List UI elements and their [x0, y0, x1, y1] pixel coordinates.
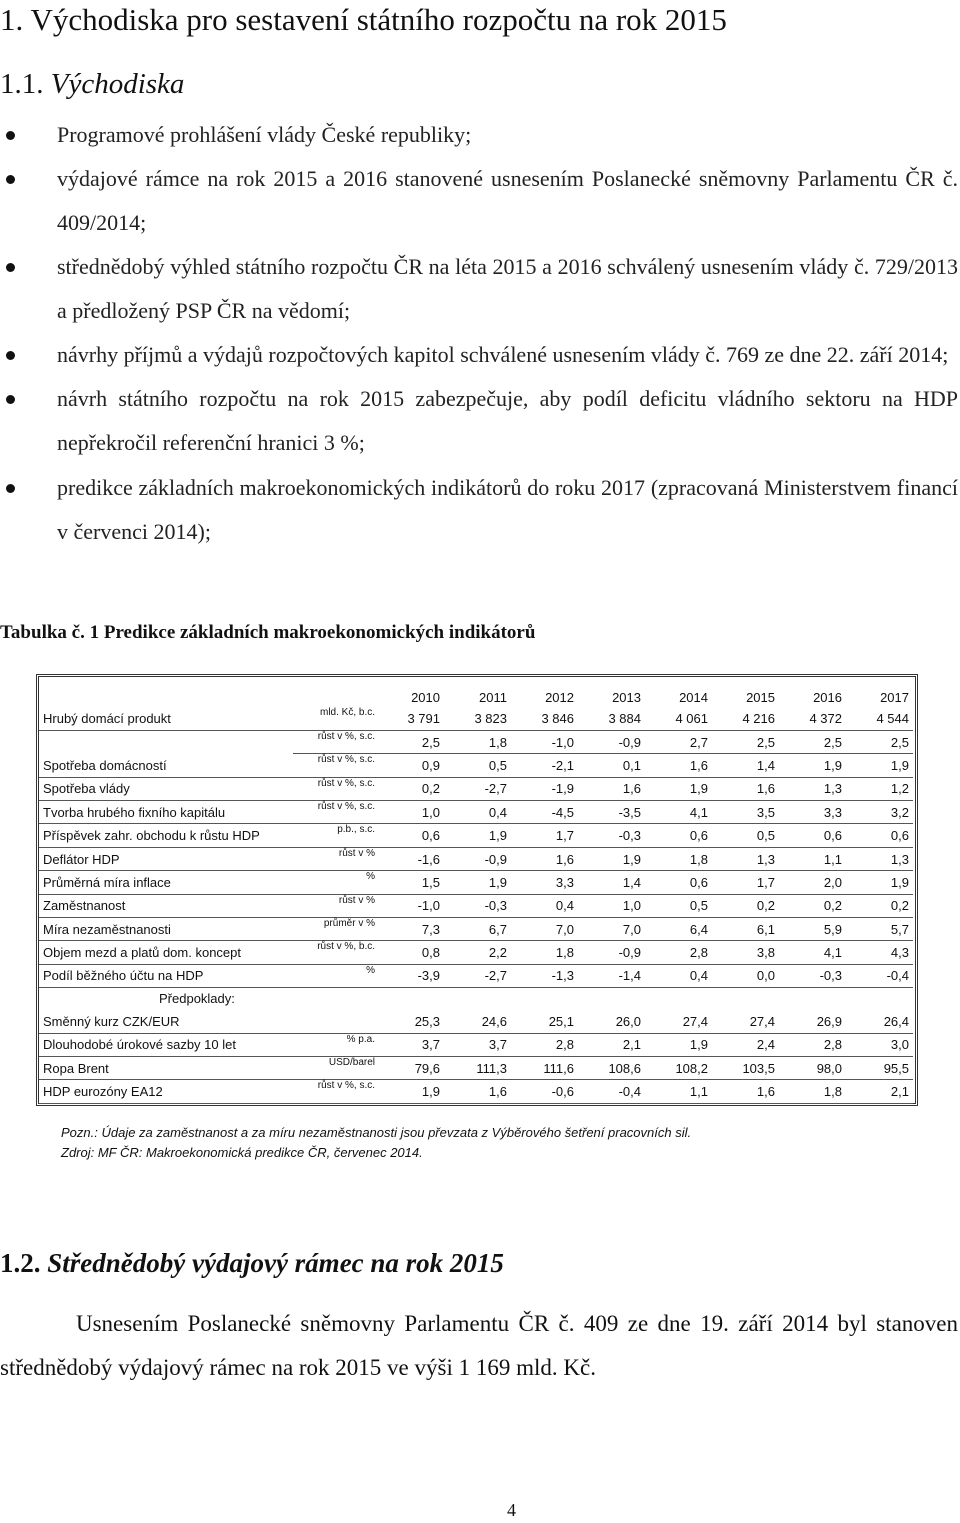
table-cell: -0,4 — [578, 1080, 645, 1103]
table-cell: -3,9 — [377, 964, 444, 987]
table-cell: 0,2 — [712, 894, 779, 917]
header-blank — [293, 677, 377, 707]
table-cell: 1,9 — [444, 824, 511, 847]
table-cell: 2,0 — [779, 871, 846, 894]
table-cell: -1,0 — [511, 730, 578, 753]
table-caption: Tabulka č. 1 Predikce základních makroekonomických indikátorů — [0, 622, 536, 643]
table-cell: 4,3 — [846, 941, 913, 964]
table-cell: 3,0 — [846, 1033, 913, 1056]
row-unit: růst v % — [293, 894, 377, 917]
table-cell: 1,9 — [779, 754, 846, 777]
row-label: Spotřeba domácností — [39, 754, 293, 777]
table-cell: 1,1 — [779, 847, 846, 870]
table-cell: 4,1 — [779, 941, 846, 964]
table-cell: 1,2 — [846, 777, 913, 800]
table-cell: 0,1 — [578, 754, 645, 777]
table-cell: 103,5 — [712, 1056, 779, 1079]
table-cell: 2,5 — [712, 730, 779, 753]
table-row — [39, 801, 913, 824]
table-cell: -2,1 — [511, 754, 578, 777]
section-number: 1.1. — [0, 68, 44, 100]
table-notes — [61, 1123, 691, 1163]
row-label: Míra nezaměstnanosti — [39, 918, 293, 941]
table-cell: 7,3 — [377, 918, 444, 941]
table-cell: 26,4 — [846, 1010, 913, 1033]
table-cell: -3,5 — [578, 801, 645, 824]
row-unit: růst v %, s.c. — [293, 730, 377, 753]
table-cell: 0,8 — [377, 941, 444, 964]
row-label: HDP eurozóny EA12 — [39, 1080, 293, 1103]
table-cell: 1,6 — [712, 777, 779, 800]
table-cell: 26,0 — [578, 1010, 645, 1033]
table-cell: 4 544 — [846, 707, 913, 730]
year-header: 2011 — [479, 690, 507, 705]
table-cell: 1,1 — [645, 1080, 712, 1103]
table-cell: 27,4 — [645, 1010, 712, 1033]
table-cell: 2,1 — [846, 1080, 913, 1103]
table-cell: -0,4 — [846, 964, 913, 987]
table-cell: 6,7 — [444, 918, 511, 941]
row-unit: růst v %, s.c. — [293, 801, 377, 824]
table-cell: 0,4 — [511, 894, 578, 917]
year-header: 2017 — [880, 690, 909, 705]
row-unit: růst v %, b.c. — [293, 941, 377, 964]
table-cell: 1,0 — [578, 894, 645, 917]
list-item: návrhy příjmů a výdajů rozpočtových kapitol schválené usnesením vlády č. 769 ze dne 22. září 2014; — [0, 333, 958, 377]
section-heading-1-1 — [0, 66, 184, 102]
table-cell: 3,5 — [712, 801, 779, 824]
table-cell: 4 061 — [645, 707, 712, 730]
row-unit: růst v %, s.c. — [293, 754, 377, 777]
table-cell: 1,8 — [444, 730, 511, 753]
note-text: Pozn.: Údaje za zaměstnanost a za míru nezaměstnanosti jsou převzata z Výběrového šetření pracovních sil. — [61, 1125, 692, 1140]
table-cell: -1,4 — [578, 964, 645, 987]
body-paragraph: Usnesením Poslanecké sněmovny Parlamentu ČR č. 409 ze dne 19. září 2014 byl stanoven střednědobý výdajový rámec na rok 2015 ve výši 1 169 mld. Kč. — [0, 1311, 958, 1380]
table-cell: 1,9 — [444, 871, 511, 894]
row-unit: % — [293, 964, 377, 987]
table-cell: 0,2 — [846, 894, 913, 917]
table-row — [39, 871, 913, 894]
table-cell: 1,6 — [511, 847, 578, 870]
row-label: Hrubý domácí produkt — [39, 707, 293, 730]
table-cell: 1,8 — [511, 941, 578, 964]
table-cell: -0,9 — [578, 941, 645, 964]
table-cell: 2,2 — [444, 941, 511, 964]
table-cell: 5,7 — [846, 918, 913, 941]
table-cell: 1,6 — [645, 754, 712, 777]
macro-indicators-table — [39, 677, 913, 1104]
page-title: 1. Východiska pro sestavení státního rozpočtu na rok 2015 — [0, 2, 727, 37]
table-cell: -1,3 — [511, 964, 578, 987]
table-cell: 1,6 — [444, 1080, 511, 1103]
table-cell: 3,7 — [444, 1033, 511, 1056]
table-cell: 6,1 — [712, 918, 779, 941]
row-unit: mld. Kč, b.c. — [293, 707, 377, 730]
list-item: střednědobý výhled státního rozpočtu ČR na léta 2015 a 2016 schválený usnesením vlády č. 729/2013 a předložený PSP ČR na vědomí; — [0, 245, 958, 333]
bullet-list — [0, 113, 958, 554]
table-cell: 0,6 — [377, 824, 444, 847]
table-cell: -1,6 — [377, 847, 444, 870]
table-cell: 1,8 — [779, 1080, 846, 1103]
table-cell: 1,3 — [779, 777, 846, 800]
table-row — [39, 1056, 913, 1079]
year-header: 2013 — [612, 690, 641, 705]
table-row — [39, 730, 913, 753]
table-row — [39, 941, 913, 964]
list-item: Programové prohlášení vlády České republiky; — [0, 113, 958, 157]
table-cell: 1,7 — [712, 871, 779, 894]
row-label: Průměrná míra inflace — [39, 871, 293, 894]
table-cell: 2,5 — [779, 730, 846, 753]
table-row — [39, 777, 913, 800]
table-cell: 2,7 — [645, 730, 712, 753]
table-cell: 1,4 — [578, 871, 645, 894]
year-header: 2010 — [411, 690, 440, 705]
table-body — [39, 677, 913, 1103]
table-cell: 25,3 — [377, 1010, 444, 1033]
assumptions-header-row — [39, 988, 913, 1010]
table-cell: 3,2 — [846, 801, 913, 824]
table-cell: 1,9 — [846, 754, 913, 777]
row-label: Dlouhodobé úrokové sazby 10 let — [39, 1033, 293, 1056]
table-cell: 2,8 — [511, 1033, 578, 1056]
table-cell: 0,6 — [846, 824, 913, 847]
row-label: Ropa Brent — [39, 1056, 293, 1079]
table-cell: 1,5 — [377, 871, 444, 894]
list-item: predikce základních makroekonomických indikátorů do roku 2017 (zpracovaná Ministerstvem financí v červenci 2014); — [0, 466, 958, 554]
table-cell: 0,4 — [444, 801, 511, 824]
table-cell: 0,6 — [645, 871, 712, 894]
year-header: 2012 — [545, 690, 574, 705]
table-row — [39, 754, 913, 777]
table-cell: 0,4 — [645, 964, 712, 987]
table-cell: 26,9 — [779, 1010, 846, 1033]
row-label: Příspěvek zahr. obchodu k růstu HDP — [39, 824, 293, 847]
table-cell: 3,3 — [511, 871, 578, 894]
table-cell: 3 884 — [578, 707, 645, 730]
table-cell: 4 216 — [712, 707, 779, 730]
table-cell: 2,4 — [712, 1033, 779, 1056]
section-title: Východiska — [50, 68, 185, 100]
table-row — [39, 707, 913, 730]
page-number: 4 — [507, 1500, 516, 1520]
year-header: 2015 — [746, 690, 775, 705]
table-cell: -0,3 — [578, 824, 645, 847]
table-cell: 7,0 — [511, 918, 578, 941]
table-cell: -0,9 — [444, 847, 511, 870]
row-unit: p.b., s.c. — [293, 824, 377, 847]
table-cell: 1,4 — [712, 754, 779, 777]
table-cell: 24,6 — [444, 1010, 511, 1033]
row-label: Podíl běžného účtu na HDP — [39, 964, 293, 987]
row-label: Zaměstnanost — [39, 894, 293, 917]
assumptions-label: Předpoklady: — [159, 991, 235, 1007]
table-row — [39, 1080, 913, 1103]
table-row — [39, 918, 913, 941]
table-cell: 1,3 — [846, 847, 913, 870]
table-cell: 0,2 — [779, 894, 846, 917]
table-cell: 108,6 — [578, 1056, 645, 1079]
table-cell: 1,8 — [645, 847, 712, 870]
table-cell: 2,5 — [377, 730, 444, 753]
table-cell: 1,6 — [712, 1080, 779, 1103]
table-row — [39, 824, 913, 847]
table-cell: 6,4 — [645, 918, 712, 941]
table-cell: 111,6 — [511, 1056, 578, 1079]
section-title: Střednědobý výdajový rámec na rok 2015 — [47, 1248, 504, 1278]
row-unit: % — [293, 871, 377, 894]
table-cell: 27,4 — [712, 1010, 779, 1033]
table-cell: 0,6 — [645, 824, 712, 847]
row-unit: růst v %, s.c. — [293, 777, 377, 800]
table-cell: -0,3 — [779, 964, 846, 987]
year-header-row — [39, 677, 913, 707]
row-label: Tvorba hrubého fixního kapitálu — [39, 801, 293, 824]
list-item: výdajové rámce na rok 2015 a 2016 stanovené usnesením Poslanecké sněmovny Parlamentu ČR č. 409/2014; — [0, 157, 958, 245]
table-cell: 0,5 — [645, 894, 712, 917]
section-number: 1.2. — [0, 1248, 41, 1278]
table-cell: 0,5 — [444, 754, 511, 777]
table-cell: 2,8 — [779, 1033, 846, 1056]
table-cell: 1,7 — [511, 824, 578, 847]
table-cell: 79,6 — [377, 1056, 444, 1079]
table-cell: 3 791 — [377, 707, 444, 730]
list-item: návrh státního rozpočtu na rok 2015 zabezpečuje, aby podíl deficitu vládního sektoru na HDP nepřekročil referenční hranici 3 %; — [0, 377, 958, 465]
table-cell: 0,5 — [712, 824, 779, 847]
row-unit: průměr v % — [293, 918, 377, 941]
table-cell: 3,3 — [779, 801, 846, 824]
table-cell: 2,8 — [645, 941, 712, 964]
table-cell: 0,9 — [377, 754, 444, 777]
table-cell: 1,3 — [712, 847, 779, 870]
section-heading-1-2 — [0, 1246, 504, 1280]
table-cell: 25,1 — [511, 1010, 578, 1033]
table-cell: 0,6 — [779, 824, 846, 847]
table-cell: -2,7 — [444, 964, 511, 987]
table-cell: -1,0 — [377, 894, 444, 917]
row-label: Směnný kurz CZK/EUR — [39, 1010, 293, 1033]
table-row — [39, 1010, 913, 1033]
source-text: Zdroj: MF ČR: Makroekonomická predikce ČR, červenec 2014. — [61, 1145, 423, 1160]
table-cell: 1,9 — [846, 871, 913, 894]
table-cell: 111,3 — [444, 1056, 511, 1079]
table-cell: 4,1 — [645, 801, 712, 824]
table-cell: 98,0 — [779, 1056, 846, 1079]
table-cell: -0,6 — [511, 1080, 578, 1103]
table-cell: -2,7 — [444, 777, 511, 800]
macro-table-frame — [36, 674, 918, 1106]
table-cell: 95,5 — [846, 1056, 913, 1079]
table-cell: 108,2 — [645, 1056, 712, 1079]
table-cell: 1,0 — [377, 801, 444, 824]
table-cell: -4,5 — [511, 801, 578, 824]
row-label — [39, 730, 293, 753]
row-unit: % p.a. — [293, 1033, 377, 1056]
table-cell: 4 372 — [779, 707, 846, 730]
table-cell: 3,7 — [377, 1033, 444, 1056]
table-cell: 1,9 — [645, 777, 712, 800]
table-cell: 0,0 — [712, 964, 779, 987]
table-row — [39, 1033, 913, 1056]
table-cell: 5,9 — [779, 918, 846, 941]
table-cell: 1,9 — [578, 847, 645, 870]
table-cell: -1,9 — [511, 777, 578, 800]
year-header: 2016 — [813, 690, 842, 705]
row-unit: růst v %, s.c. — [293, 1080, 377, 1103]
table-row — [39, 964, 913, 987]
table-cell: 1,9 — [645, 1033, 712, 1056]
row-unit: růst v % — [293, 847, 377, 870]
table-cell: 1,6 — [578, 777, 645, 800]
table-cell: 0,2 — [377, 777, 444, 800]
table-cell: -0,3 — [444, 894, 511, 917]
header-blank — [39, 677, 293, 707]
table-cell: 3 846 — [511, 707, 578, 730]
table-cell: -0,9 — [578, 730, 645, 753]
row-unit — [293, 1010, 377, 1033]
table-cell: 2,5 — [846, 730, 913, 753]
row-label: Spotřeba vlády — [39, 777, 293, 800]
table-cell: 3,8 — [712, 941, 779, 964]
row-unit: USD/barel — [293, 1056, 377, 1079]
table-cell: 2,1 — [578, 1033, 645, 1056]
row-label: Deflátor HDP — [39, 847, 293, 870]
table-cell: 1,9 — [377, 1080, 444, 1103]
table-cell: 7,0 — [578, 918, 645, 941]
table-cell: 3 823 — [444, 707, 511, 730]
year-header: 2014 — [679, 690, 708, 705]
row-label: Objem mezd a platů dom. koncept — [39, 941, 293, 964]
table-row — [39, 847, 913, 870]
table-row — [39, 894, 913, 917]
